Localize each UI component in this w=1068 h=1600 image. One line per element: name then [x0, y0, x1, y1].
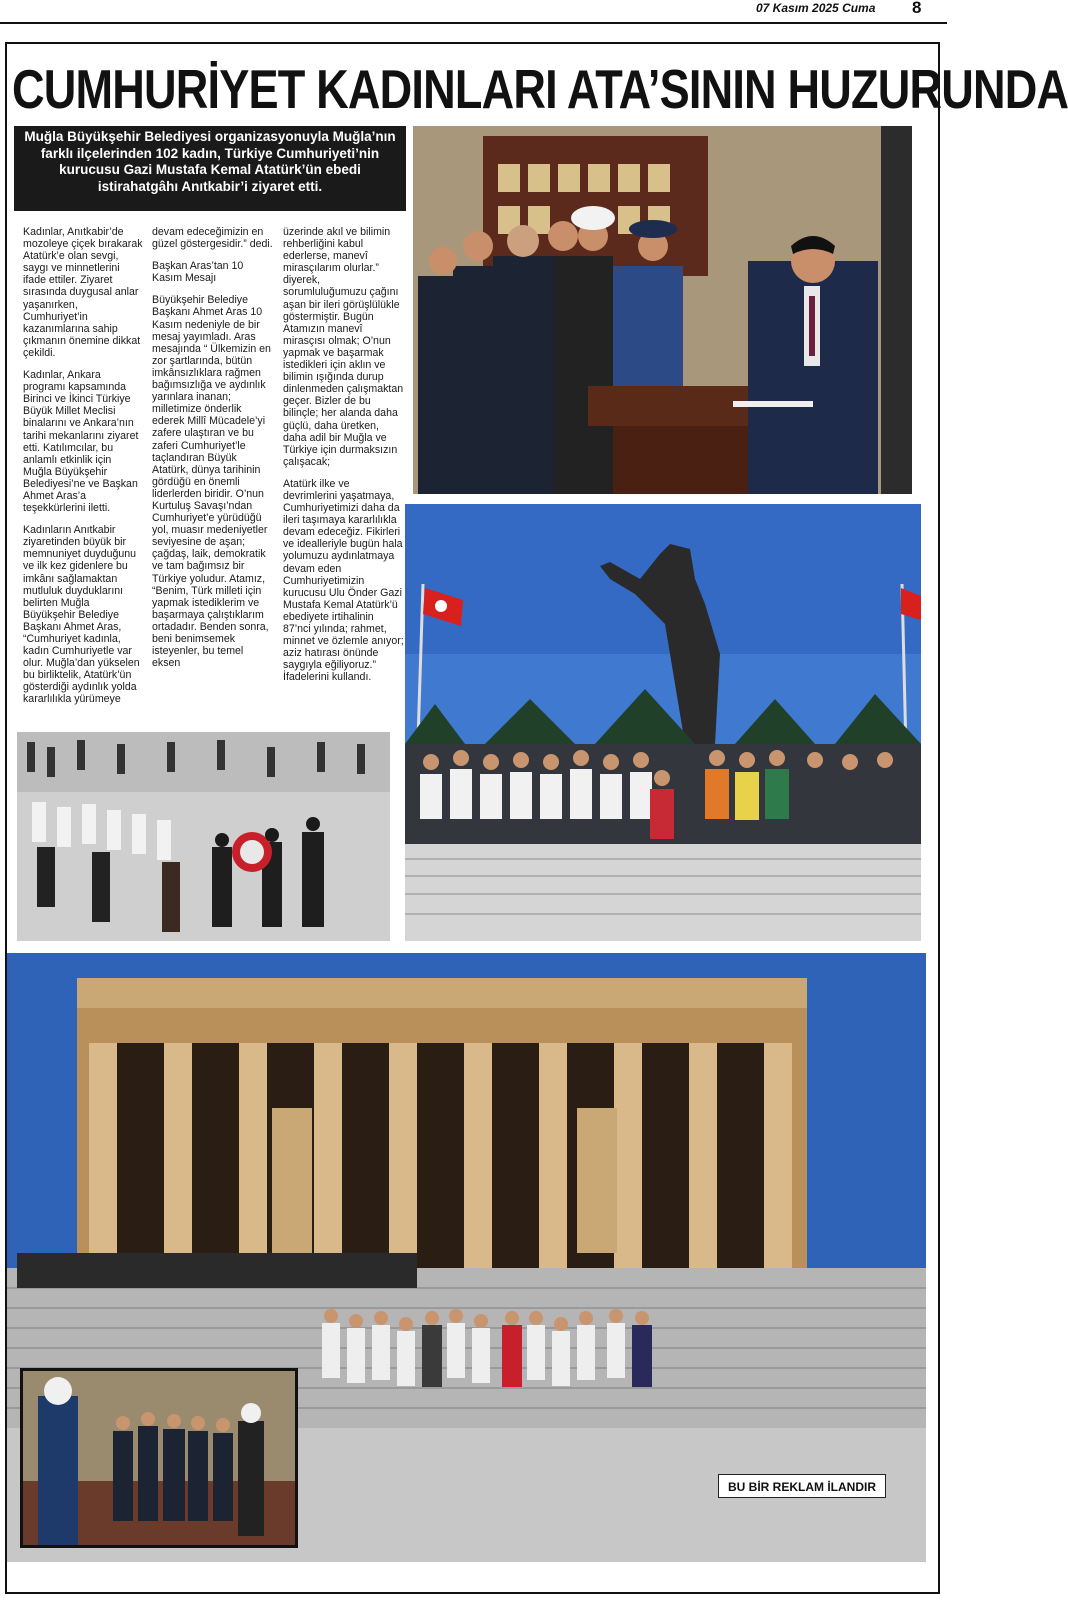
paragraph: Atatürk ilke ve devrimlerini yaşatmaya, Cumhuriyetimizi daha da ileri taşımaya kararlılıkla devam edeceğiz. Fikirleri ve idealleriyle bugün hala yolumuzu aydınlatmaya devam eden Cumhuriyetimizin kurucusu Ulu Önder Gazi Mustafa Kemal Atatürk’ü ebediyete irtihalinin 87’nci yılında; rahmet, minnet ve özlemle anıyor; aziz hatırası önünde saygıyla eğiliyoruz.” İfadelerini kullandı.: [283, 477, 404, 684]
photo-inset-ceremony: [20, 1368, 298, 1548]
headline: CUMHURİYET KADINLARI ATA’SININ HUZURUNDA: [12, 58, 1068, 120]
paragraph: Kadınların Anıtkabir ziyaretinden büyük bir memnuniyet duyduğunu ve ilk kez gidenlere bu imkânı sağlamaktan mutluluk duyduklarını belirten Muğla Büyükşehir Belediye Başkanı Ahmet Aras, “Cumhuriyet kadınla, kadın Cumhuriyetle var olur. Muğla’dan yükselen bu birliktelik, Atatürk’ün gösterdiği aydınlık yolda kararlılıkla yürümeye: [23, 524, 140, 706]
lead-box: Muğla Büyükşehir Belediyesi organizasyonuyla Muğla’nın farklı ilçelerinden 102 kadın, Türkiye Cumhuriyeti’nin kurucusu Gazi Mustafa Kemal Atatürk’ün ebedi istirahatgâhı Anıtkabir’i ziyaret etti.: [14, 126, 406, 211]
advertisement-label: BU BİR REKLAM İLANDIR: [718, 1474, 886, 1498]
paragraph: üzerinde akıl ve bilimin rehberliğini kabul ederlerse, manevî mirasçılarım olurlar.” diyerek, sorumluluğumuzu çağını aşan bir ileri görüşlülükle göstermiştir. Bugün Atamızın manevî mirasçısı olmak; O’nun yapmak ve başarmak istedikleri için aklın ve bilimin ışığında durup dinlenmeden çalışmaktan geçer. Bizler de bu bilinçle; her alanda daha güçlü, daha üretken, daha adil bir Muğla ve Türkiye için durmaksızın çalışacak;: [283, 226, 404, 468]
page-header: [0, 0, 947, 24]
article-column-2: [152, 226, 274, 669]
paragraph: Kadınlar, Anıtkabir’de mozoleye çiçek bırakarak Atatürk’e olan sevgi, saygı ve minnetlerini ifade ettiler. Ziyaret sırasında duygusal anlar yaşanırken, Cumhuriyet’in kazanımlarına sahip çıkmanın önemine dikkat çekildi.: [23, 226, 143, 359]
article-column-3: [283, 226, 404, 683]
paragraph: devam edeceğimizin en güzel göstergesidir.” dedi.: [152, 226, 273, 251]
paragraph: Kadınlar, Ankara programı kapsamında Birinci ve İkinci Türkiye Büyük Millet Meclisi binalarını ve Ankara’nın tarihi mekanlarını ziyaret etti. Katılımcılar, bu anlamlı etkinlik için Muğla Büyükşehir Belediyesi’ne ve Başkan Ahmet Aras’a teşekkürlerini iletti.: [23, 369, 139, 515]
subheading: Başkan Aras’tan 10 Kasım Mesajı: [152, 260, 244, 285]
article-column-1: [23, 226, 143, 706]
photo-signing-ceremony: [413, 126, 912, 494]
photo-wreath-procession: [17, 732, 390, 941]
page-number: 8: [912, 0, 922, 17]
photo-statue-group: [405, 504, 921, 941]
paragraph: Büyükşehir Belediye Başkanı Ahmet Aras 10 Kasım nedeniyle de bir mesaj yayımladı. Aras mesajında “ Ülkemizin en zor şartlarında, bütün imkânsızlıklara rağmen bağımsızlığa ve aydınlık yarınlara inanan; milletimize önderlik ederek Millî Mücadele’yi zafere ulaştıran ve bu zaferi Cumhuriyet’le taçlandıran Büyük Atatürk, dünya tarihinin gördüğü en önemli liderlerden biridir. O’nun Kurtuluş Savaşı’ndan Cumhuriyet’e yürüdüğü yol, muasır medeniyetler seviyesine de aşan; çağdaş, laik, demokratik ve tam bağımsız bir Türkiye yoludur. Atamız, “Benim, Türk milleti için yapmak istediklerim ve başarmaya çalıştıklarım ortadadır. Benden sonra, beni benimsemek isteyenler, bu temel eksen: [152, 294, 271, 670]
issue-date: 07 Kasım 2025 Cuma: [756, 1, 876, 15]
